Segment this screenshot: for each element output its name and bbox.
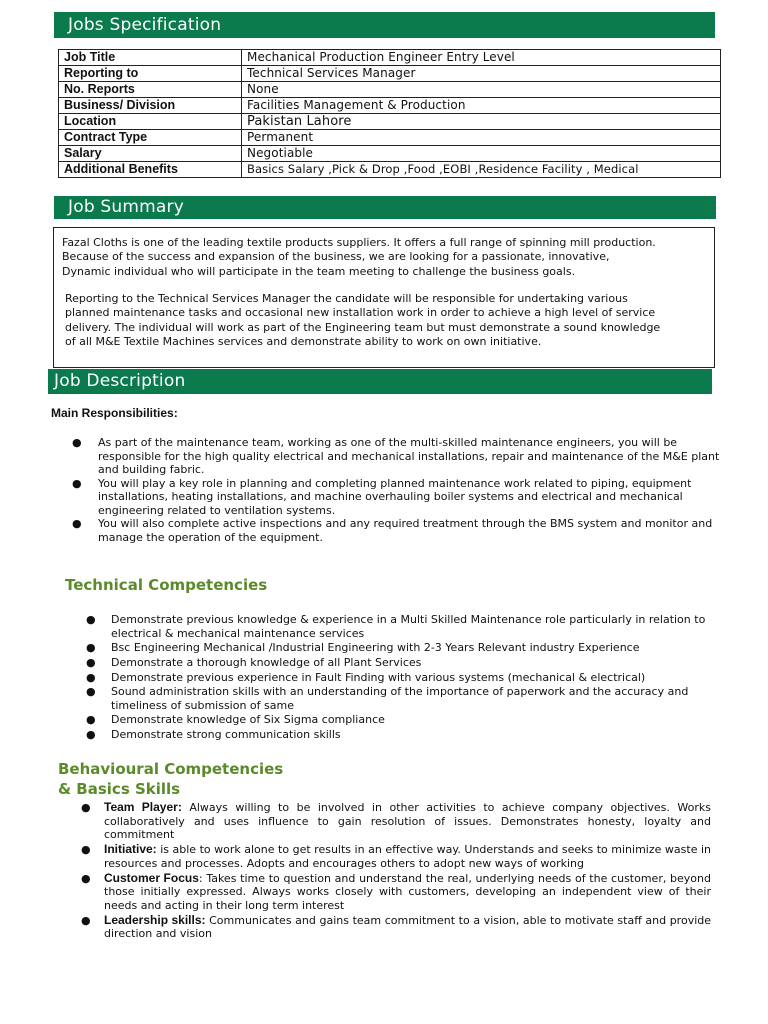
spec-key: Salary: [59, 146, 242, 162]
list-item: [72, 477, 722, 518]
list-item-text: You will play a key role in planning and completing planned maintenance work related to piping, equipment installations, heating installations, and machine overhauling boiler systems and electrical and mechanical engineering related to ventilation systems.: [98, 476, 692, 517]
spec-value: Pakistan Lahore: [242, 114, 721, 130]
list-item: [81, 872, 711, 913]
bullet-icon: ●: [86, 728, 96, 742]
technical-competencies-list: [86, 613, 706, 743]
summary-line: Reporting to the Technical Services Manager the candidate will be responsible for undertaking various: [65, 292, 628, 305]
list-item-text: Sound administration skills with an understanding of the importance of paperwork and the accuracy and timeliness of submission of same: [111, 685, 689, 712]
summary-paragraph-role: [65, 292, 710, 350]
spec-value: Mechanical Production Engineer Entry Level: [242, 50, 721, 66]
list-item: [72, 436, 722, 477]
list-item: [72, 517, 722, 544]
list-item: [86, 685, 706, 712]
list-item-text: Demonstrate knowledge of Six Sigma compliance: [111, 713, 385, 727]
spec-value: Basics Salary ,Pick & Drop ,Food ,EOBI ,Residence Facility , Medical: [242, 162, 721, 178]
behavioural-competencies-heading: Behavioural Competencies: [58, 760, 284, 778]
spec-key: Job Title: [59, 50, 242, 66]
bullet-icon: ●: [86, 613, 96, 626]
list-item-text: Demonstrate a thorough knowledge of all Plant Services: [111, 655, 422, 669]
skill-label: Leadership skills:: [104, 912, 206, 927]
list-item-text: Demonstrate previous experience in Fault Finding with various systems (mechanical & electrical): [111, 670, 646, 684]
skill-label: Customer Focus: [104, 870, 199, 885]
job-summary-box: [53, 227, 715, 368]
spec-key: Additional Benefits: [59, 162, 242, 178]
skill-text: Always willing to be involved in other activities to achieve company objectives. Works collaboratively and uses influence to gain resolution of issues. Demonstrates honesty, loyalty and commitment: [104, 801, 711, 841]
skill-text: Communicates and gains team commitment to a vision, able to motivate staff and provide direction and vision: [104, 913, 712, 940]
list-item: [86, 671, 706, 685]
list-item-text: Demonstrate strong communication skills: [111, 728, 341, 742]
summary-paragraph-company: [62, 236, 707, 279]
list-item: [86, 713, 706, 727]
skill-label: Initiative:: [104, 842, 157, 856]
list-item-text: Bsc Engineering Mechanical /Industrial Engineering with 2-3 Years Relevant industry Experience: [111, 641, 640, 655]
list-item-text: Demonstrate previous knowledge & experience in a Multi Skilled Maintenance role particularly in relation to electrical & mechanical maintenance services: [111, 613, 706, 640]
spec-value: None: [242, 82, 721, 98]
spec-value: Technical Services Manager: [242, 66, 721, 82]
list-item-text: As part of the maintenance team, working as one of the multi-skilled maintenance engineers, you will be responsible for the high quality electrical and mechanical installations, repair and maintenance of the M&E plant and building fabric.: [98, 436, 720, 476]
list-item: [86, 641, 706, 655]
bullet-icon: ●: [72, 476, 82, 490]
spec-key: Business/ Division: [59, 98, 242, 114]
summary-line: Dynamic individual who will participate in the team meeting to challenge the business goals.: [62, 264, 576, 278]
bullet-icon: ●: [72, 517, 82, 530]
table-row: [59, 66, 721, 82]
job-description-heading: Job Description: [48, 369, 712, 394]
table-row: [59, 98, 721, 114]
list-item: [86, 728, 706, 742]
table-row: [59, 82, 721, 98]
list-item: [81, 801, 711, 842]
bullet-icon: ●: [86, 713, 96, 727]
table-row: [59, 114, 721, 130]
bullet-icon: ●: [86, 641, 96, 655]
jobs-specification-heading: Jobs Specification: [54, 12, 715, 38]
list-item: [81, 914, 711, 941]
bullet-icon: ●: [81, 801, 91, 814]
bullet-icon: ●: [81, 913, 91, 927]
job-specification-table: [58, 49, 721, 178]
bullet-icon: ●: [72, 436, 82, 449]
bullet-icon: ●: [81, 871, 91, 885]
summary-line: Because of the success and expansion of the business, we are looking for a passionate, innovative,: [62, 250, 610, 264]
spec-value: Permanent: [242, 130, 721, 146]
skill-text: is able to work alone to get results in an effective way. Understands and seeks to minimize waste in resources and processes. Adopts and encourages others to adopt new ways of working: [104, 843, 711, 870]
spec-value: Negotiable: [242, 146, 721, 162]
list-item: [86, 613, 706, 640]
spec-key: No. Reports: [59, 82, 242, 98]
list-item: [81, 843, 711, 870]
table-row: [59, 50, 721, 66]
skill-label: Team Player:: [104, 800, 182, 814]
bullet-icon: ●: [86, 670, 96, 684]
summary-line: Fazal Cloths is one of the leading textile products suppliers. It offers a full range of spinning mill production.: [62, 236, 656, 249]
basics-skills-heading: & Basics Skills: [58, 780, 181, 798]
technical-competencies-heading: Technical Competencies: [65, 576, 268, 594]
job-summary-heading: Job Summary: [54, 196, 716, 219]
summary-line: of all M&E Textile Machines services and demonstrate ability to work on own initiative.: [65, 335, 542, 349]
behavioural-competencies-list: [81, 801, 711, 942]
responsibilities-list: [72, 436, 722, 544]
summary-line: planned maintenance tasks and occasional new installation work in order to achieve a high level of service: [65, 306, 656, 320]
main-responsibilities-label: Main Responsibilities:: [51, 406, 178, 420]
table-row: [59, 130, 721, 146]
summary-line: delivery. The individual will work as part of the Engineering team but must demonstrate a sound knowledge: [65, 320, 661, 334]
bullet-icon: ●: [86, 655, 96, 669]
skill-text: : Takes time to question and understand the real, underlying needs of the customer, beyond those initially expressed. Always works closely with customers, developing an independent view of their needs and acting in their long term interest: [104, 871, 711, 912]
table-row: [59, 146, 721, 162]
table-row: [59, 162, 721, 178]
bullet-icon: ●: [86, 685, 96, 699]
spec-value: Facilities Management & Production: [242, 98, 721, 114]
bullet-icon: ●: [81, 843, 91, 856]
list-item-text: You will also complete active inspections and any required treatment through the BMS system and monitor and manage the operation of the equipment.: [98, 517, 713, 544]
list-item: [86, 656, 706, 670]
spec-key: Contract Type: [59, 130, 242, 146]
spec-key: Location: [59, 114, 242, 130]
spec-key: Reporting to: [59, 66, 242, 82]
